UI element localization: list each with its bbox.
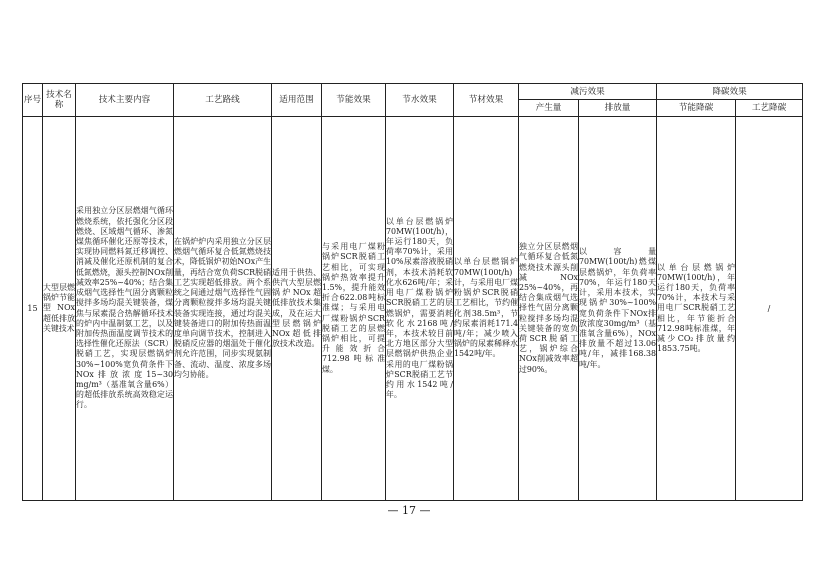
header-process-route: 工艺路线 (174, 84, 272, 117)
table-row (23, 117, 803, 501)
row-process-route: 在锅炉炉内采用独立分区层燃烟气循环复合低氮燃烧技术，降低锅炉初始NOx产生量，再结合宽负荷SCR脱硝工艺实现超低排放。两个系统之间通过烟气选择性气固分离颗粒搅拌多场均混关键装备实现连接，通过均混关键装备进口的附加传热面温度单向调节技术，控制进入脱硝反应器的烟温处于催化剂允许范围，同步实现氨制备、流动、温度、浓度多场均匀协能。 (174, 117, 272, 501)
page-number: — 17 — (387, 504, 431, 517)
row-pollution-emission: 以容量70MW(100t/h)燃煤层燃锅炉，年负荷率70%，年运行180天计，采用本技术，实现锅炉30%~100%宽负荷条件下NOx排放浓度30mg/m³（基准氧含量6%），NOx排放量不超过13.06吨/年，减排168.38吨/年。 (579, 117, 657, 501)
row-main-content: 采用独立分区层燃烟气循环燃烧系统，依托强化分区段燃烧、区域烟气循环、渗氮煤焦循环催化还原等技术，实现协同燃料氮迁移调控、消减及催化还原机制的复合低氮燃烧，源头控制NOx削减效率25%~40%；结合集成烟气选择性气固分离颗粒搅拌多场均混关键装备，煤焦与尿素混合热解循环技术的炉内中温制氨工艺，以及附加传热面温度调节技术的选择性催化还原法（SCR）脱硝工艺，实现层燃锅炉30%~100%宽负荷条件下NOx排放浓度15~30 mg/m³（基准氧含量6%）的超低排放系统高效稳定运行。 (76, 117, 174, 501)
header-carbon-effect: 降碳效果 (657, 84, 803, 100)
header-tech-name: 技术名称 (43, 84, 76, 117)
header-pollution-emission: 排放量 (579, 100, 657, 117)
row-material-effect: 以单台层燃锅炉70MW(100t/h)计，与采用电厂煤粉锅炉SCR脱硝工艺相比，节约催化剂38.5m³，节约尿素消耗171.4吨/年；减少喷入锅炉的尿素稀释水1542吨/年。 (454, 117, 519, 501)
header-scope: 适用范围 (272, 84, 322, 117)
header-material-effect: 节材效果 (454, 84, 519, 117)
header-water-effect: 节水效果 (386, 84, 454, 117)
row-seq: 15 (23, 117, 43, 501)
row-pollution-generation: 独立分区层燃烟气循环复合低氮燃烧技术源头削减NOx 25%~40%，再结合集成烟气选择性气固分离颗粒搅拌多场均混关键装备的宽负荷SCR脱硝工艺，锅炉综合NOx削减效率超过90%。 (519, 117, 579, 501)
header-pollution-effect: 减污效果 (519, 84, 657, 100)
row-carbon-energy-saving: 以单台层燃锅炉70MW(100t/h)，年运行180天，负荷率70%计，本技术与采用电厂SCR脱硝工艺相比，年节能折合712.98吨标准煤，年减少CO₂排放量约1853.75吨。 (657, 117, 736, 501)
header-seq: 序号 (23, 84, 43, 117)
header-carbon-process: 工艺降碳 (736, 100, 803, 117)
row-carbon-process: / (736, 117, 803, 501)
header-carbon-energy-saving: 节能降碳 (657, 100, 736, 117)
row-tech-name: 大型层燃锅炉节能型NOx超低排放关键技术 (43, 117, 76, 501)
row-energy-effect: 与采用电厂煤粉锅炉SCR脱硝工艺相比，可实现锅炉热效率提升1.5%，提升能效折合622.08吨标准煤；与采用电厂煤粉锅炉SCR脱硝工艺的层燃锅炉相比，可提升能效折合712.98吨标准煤。 (322, 117, 386, 501)
row-scope: 适用于供热、供汽大型层燃锅炉NOx超低排放技术集成，及在运大型层燃锅炉NOx超低排放技术改造。 (272, 117, 322, 501)
row-water-effect: 以单台层燃锅炉70MW(100t/h)，年运行180天，负荷率70%计，采用10%尿素溶液脱硝剂，本技术消耗软化水626吨/年；采用电厂煤粉锅炉SCR脱硝工艺的层燃锅炉，需要消耗软化水2168吨/年，本技术较目前北方地区部分大型层燃锅炉供热企业采用的电厂煤粉锅炉SCR脱硝工艺节约用水1542吨/年。 (386, 117, 454, 501)
header-pollution-generation: 产生量 (519, 100, 579, 117)
technology-table (22, 83, 803, 501)
header-main-content: 技术主要内容 (76, 84, 174, 117)
header-energy-effect: 节能效果 (322, 84, 386, 117)
